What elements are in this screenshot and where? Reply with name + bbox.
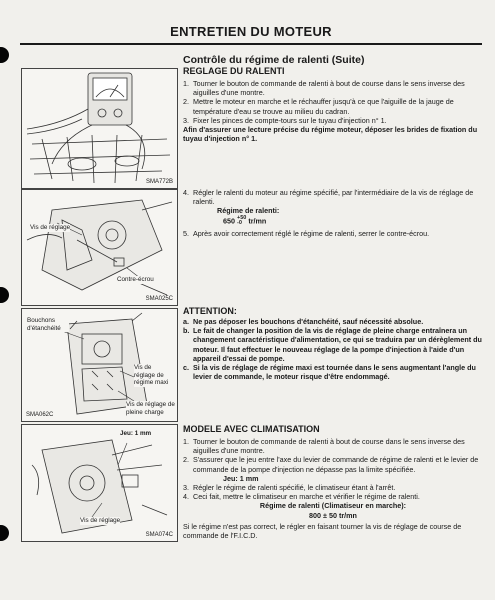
step: 3. Fixer les pinces de compte-tours sur le tuyau d'injection n° 1. [183,115,387,125]
step: 1. Tourner le bouton de commande de ralenti à bout de course dans le sens inverse des aiguilles d'une montre. [183,79,465,98]
figure-tachometer [21,68,178,189]
spec-value: 800 ± 50 tr/mn [309,510,357,520]
label-vis-maxi: Vis de réglage de régime maxi [134,364,174,387]
header-rule [20,43,482,45]
note: Afin d'assurer une lecture précise du régime moteur, déposer les brides de fixation du tuyau d'injection n° 1. [183,125,478,144]
spec-value: 650 +50 -0 tr/mn [223,214,267,227]
figure-idle-screw-drawing [22,190,177,305]
spec-label: Régime de ralenti (Climatiseur en marche): [259,501,407,511]
spec-tolerance: +50 -0 [237,214,247,227]
attention-title: ATTENTION: [183,306,237,316]
figure-code: SMA074C [145,532,173,538]
binder-hole-3 [0,525,9,541]
section-climatisation [183,424,483,540]
figure-injection-pump [21,308,178,422]
step: 4. Régler le ralenti du moteur au régime spécifié, par l'intermédiaire de la vis de réglage de ralenti. [183,188,474,207]
figure-clim [21,424,178,542]
section-subtitle: REGLAGE DU RALENTI [183,66,285,76]
step: 4. Ceci fait, mettre le climatiseur en marche et vérifier le régime de ralenti. [183,492,420,502]
attention-item: a. Ne pas déposer les bouchons d'étanchéité, sauf nécessité absolue. [183,317,424,326]
page-header: ENTRETIEN DU MOTEUR [170,24,332,39]
step: 3. Régler le régime de ralenti spécifié, le climatiseur étant à l'arrêt. [183,483,396,493]
label-vis-pleine: Vis de réglage de pleine charge [126,401,175,416]
label-vis-reglage: Vis de réglage [80,517,121,524]
figure-tachometer-drawing [22,69,177,188]
section-title: Contrôle du régime de ralenti (Suite) [183,54,365,66]
step: 2. Mettre le moteur en marche et le réchauffer jusqu'à ce que l'aiguille de la jauge de température d'eau se trouve au milieu du cadran. [183,97,454,116]
spec-label: Régime de ralenti: [217,206,280,216]
figure-idle-screw [21,189,178,306]
section-ralenti [183,188,483,238]
label-jeu: Jeu: 1 mm [120,430,152,437]
label-vis-reglage: Vis de réglage [30,224,71,231]
attention-item: b. Le fait de changer la position de la vis de réglage de pleine charge entraînera un changement caractéristique d'alimentation, ce qui se traduira par un dérèglement du moteur. Il faut effectuer le nouveau réglage de la pompe d'injection à l'aide d'un appareil d'essai de pompe. [183,326,482,363]
final-note: Si le régime n'est pas correct, le régler en faisant tourner la vis de réglage de course de commande de l'F.I.C.D. [183,521,462,541]
binder-hole-1 [0,47,9,63]
attention-item: c. Si la vis de réglage de régime maxi est tournée dans le sens augmentant l'angle du levier de commande, le moteur risque d'être endommagé. [183,363,476,382]
figure-code: SMA025C [145,296,173,302]
clim-title: MODELE AVEC CLIMATISATION [183,424,320,434]
step: 2. S'assurer que le jeu entre l'axe du levier de commande de régime de ralenti et le levier de commande de la pompe d'injection ne dépasse pas la limite spécifiée. [183,455,479,474]
step: 5. Après avoir correctement réglé le régime de ralenti, serrer le contre-écrou. [183,228,430,238]
jeu-spec: Jeu: 1 mm [223,473,259,483]
step: 1. Tourner le bouton de commande de ralenti à bout de course dans le sens inverse des aiguilles d'une montre. [183,437,465,456]
binder-hole-2 [0,287,9,303]
figure-code: SMA772B [145,179,173,185]
section-reglage [183,54,483,143]
label-contre-ecrou: Contre-écrou [117,276,154,283]
figure-code: SMA062C [26,412,54,418]
section-attention [183,306,483,381]
label-bouchons: Bouchons d'étanchéité [27,317,69,332]
